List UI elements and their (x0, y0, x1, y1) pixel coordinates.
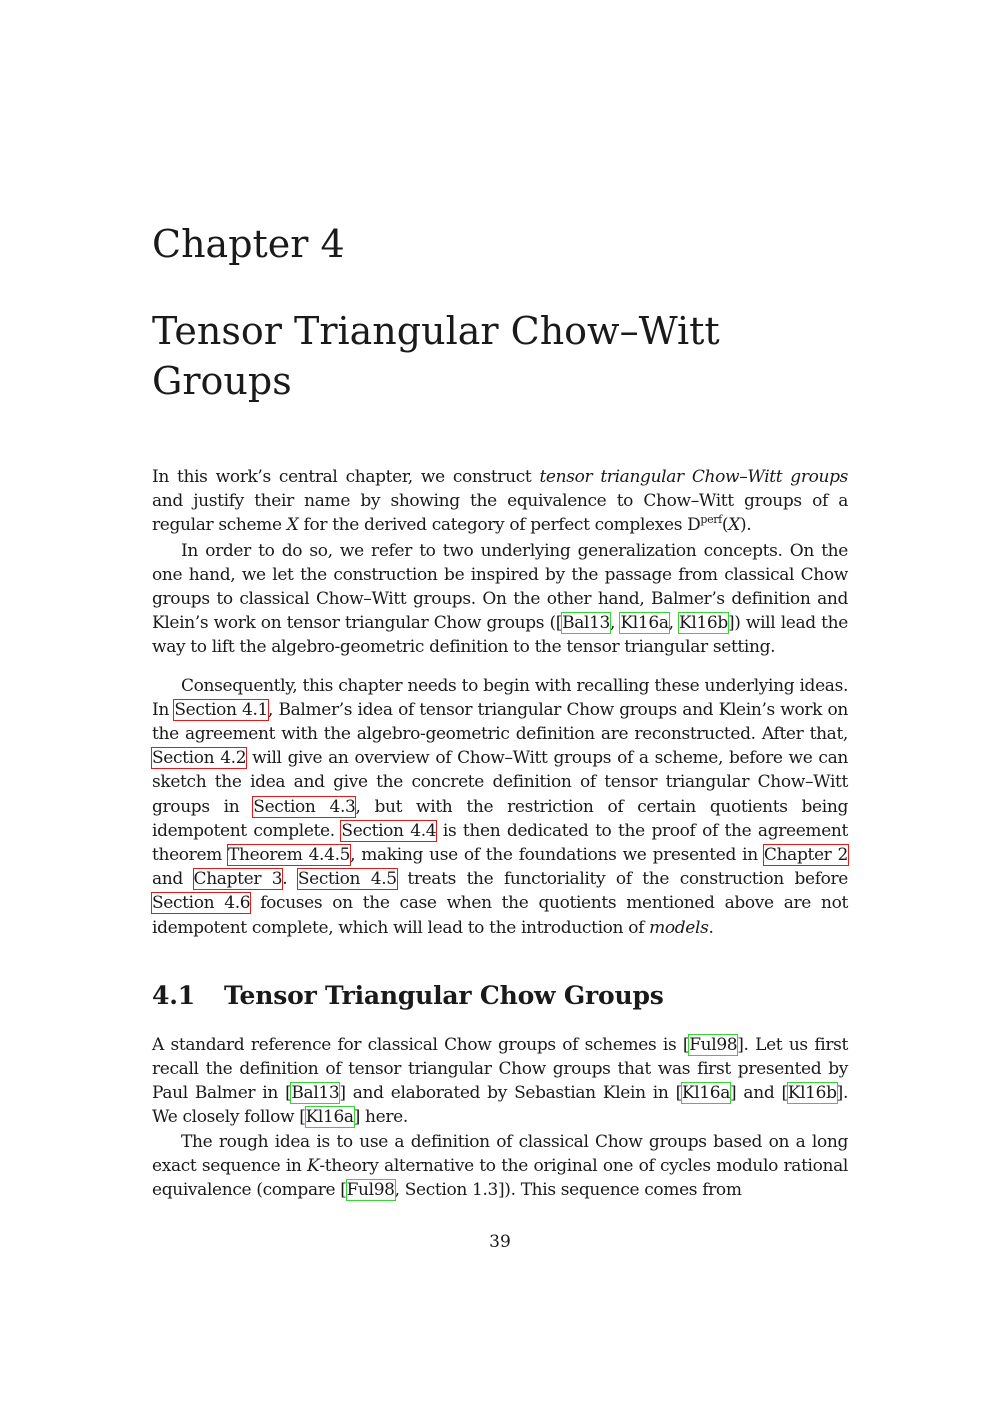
citation-link[interactable]: Kl16b (679, 613, 728, 634)
text: A standard reference for classical Chow groups of schemes is [ (152, 1034, 690, 1055)
text: -theory alternative to the original one of cycles modulo rational equivalence (compare [ (152, 1155, 848, 1200)
math-var: X (728, 515, 740, 536)
math-var: X (286, 515, 299, 536)
text: , making use of the foundations we presented in (350, 844, 764, 865)
text: and (152, 869, 194, 890)
text: , but with the restriction of certain quotients being idempotent complete. (152, 796, 848, 841)
text: ]. Let us first recall the definition of tensor triangular Chow groups that was first presented by Paul Balmer in [ (152, 1034, 848, 1103)
intro-paragraph-3 (152, 674, 848, 940)
citation-link[interactable]: Kl16b (787, 1082, 837, 1103)
citation-link[interactable]: Kl16a (681, 1082, 731, 1103)
section-paragraph-2 (152, 1130, 848, 1203)
page-number: 39 (489, 1232, 511, 1252)
citation-link[interactable]: Ful98 (346, 1179, 395, 1200)
text: In this work’s central chapter, we construct (152, 467, 540, 487)
math-superscript: perf (700, 512, 722, 526)
text: , (610, 613, 621, 634)
section-number: 4.1 (152, 981, 195, 1010)
section-heading (152, 980, 664, 1012)
section-link[interactable]: Section 4.4 (341, 820, 437, 841)
text: ]) will lead the way to lift the algebro-geometric definition to the tensor triangular setting. (152, 613, 848, 658)
section-link[interactable]: Section 4.5 (297, 869, 397, 890)
emphasis: tensor triangular Chow–Witt groups (539, 467, 848, 487)
text: ( (721, 515, 729, 536)
citation-link[interactable]: Bal13 (562, 613, 611, 634)
text: , Balmer’s idea of tensor triangular Chow groups and Klein’s work on the agreement with the algebro-geometric definition are reconstructed. After that, (152, 699, 848, 744)
citation-link[interactable]: Bal13 (291, 1082, 340, 1103)
math-var: K (307, 1155, 320, 1176)
theorem-link[interactable]: Theorem 4.4.5 (228, 844, 351, 865)
text: will give an overview of Chow–Witt groups of a scheme, before we can sketch the idea and give the concrete definition of tensor triangular Chow–Witt groups in (152, 748, 848, 817)
citation-link[interactable]: Kl16a (620, 613, 669, 634)
text: treats the functoriality of the construction before (396, 869, 849, 890)
citation-link[interactable]: Ful98 (689, 1034, 738, 1055)
text: ] here. (353, 1107, 408, 1128)
section-paragraph-1 (152, 1033, 848, 1130)
text: ]. We closely follow [ (152, 1082, 848, 1128)
text: ] and [ (730, 1082, 788, 1103)
emphasis: models (649, 917, 709, 938)
section-title: Tensor Triangular Chow Groups (224, 981, 664, 1010)
text: for the derived category of perfect complexes D (298, 515, 701, 536)
citation-link[interactable]: Kl16a (305, 1107, 354, 1128)
text: . (708, 917, 714, 938)
chapter-link[interactable]: Chapter 2 (763, 844, 849, 865)
chapter-title: Tensor Triangular Chow–Witt Groups (152, 309, 720, 403)
text: , (668, 613, 680, 634)
section-link[interactable]: Section 4.3 (253, 796, 356, 817)
section-link[interactable]: Section 4.1 (174, 699, 268, 720)
text: ). (739, 515, 752, 536)
section-link[interactable]: Section 4.6 (152, 893, 251, 914)
section-link[interactable]: Section 4.2 (152, 748, 247, 769)
chapter-link[interactable]: Chapter 3 (193, 869, 283, 890)
text: . (282, 869, 298, 890)
text: and justify their name by showing the equivalence to Chow–Witt groups of a regular scheme (152, 491, 848, 536)
text: In order to do so, we refer to two underlying generalization concepts. On the one hand, we let the construction be inspired by the passage from classical Chow groups to classical Chow–Witt groups. On the other hand, Balmer’s definition and Klein’s work on tensor triangular Chow groups ([ (152, 540, 848, 634)
text: ] and elaborated by Sebastian Klein in [ (339, 1082, 682, 1103)
text: is then dedicated to the proof of the agreement theorem (152, 820, 848, 865)
chapter-label: Chapter 4 (152, 222, 345, 266)
text: focuses on the case when the quotients mentioned above are not idempotent complete, which will lead to the introduction of (152, 893, 848, 938)
text: , Section 1.3]). This sequence comes from (394, 1179, 742, 1200)
intro-paragraph-2 (152, 539, 848, 660)
text: The rough idea is to use a definition of classical Chow groups based on a long exact sequence in (152, 1131, 848, 1176)
intro-paragraph-1 (152, 465, 848, 538)
text: Consequently, this chapter needs to begin with recalling these underlying ideas. In (152, 675, 848, 720)
